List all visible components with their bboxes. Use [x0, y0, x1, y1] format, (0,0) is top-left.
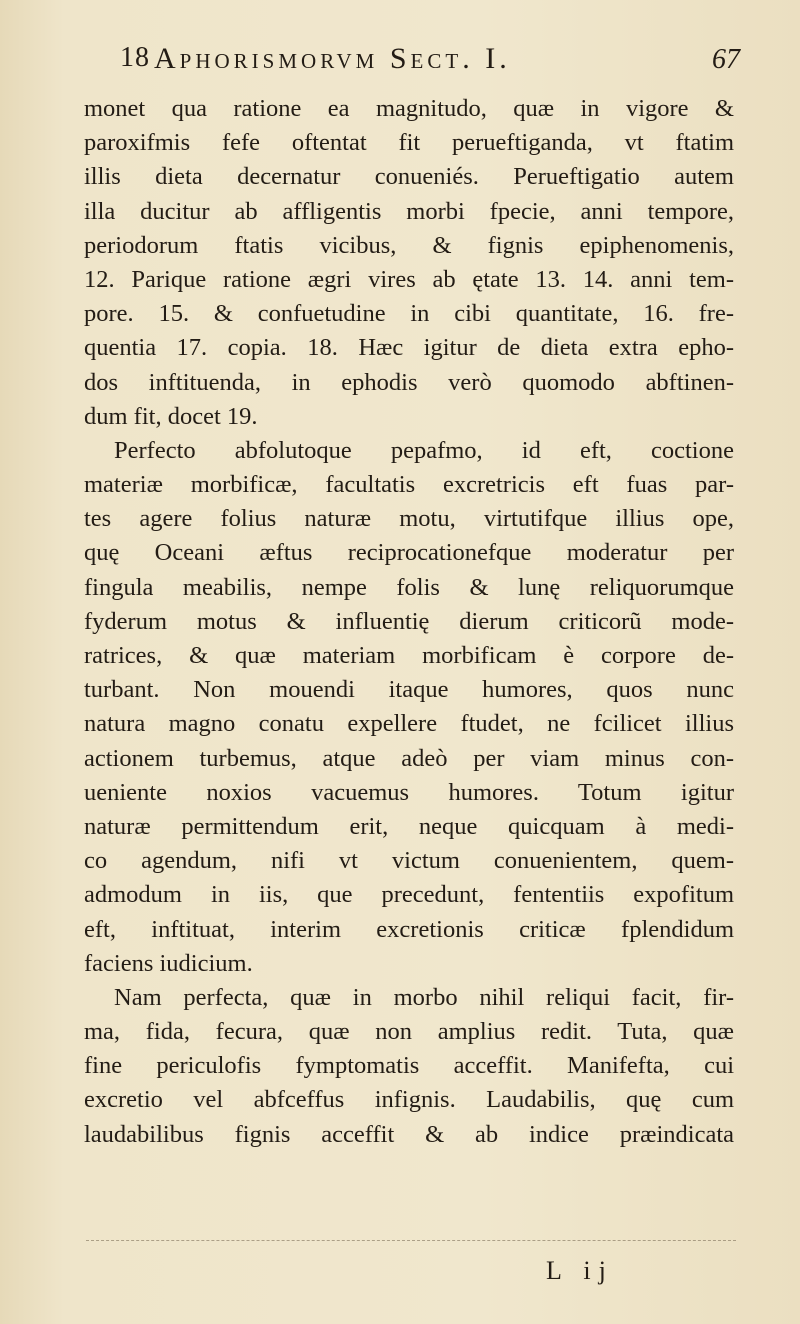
paragraph-start-line: Perfecto abfolutoque pepafmo, id eft, coctione [114, 436, 734, 464]
text-line: ueniente noxios vacuemus humores. Totum igitur [84, 778, 734, 806]
text-line: fyderum motus & influentię dierum criticorũ mode- [84, 607, 734, 635]
text-line: fine periculofis fymptomatis acceffit. Manifefta, cui [84, 1052, 734, 1080]
text-line: ma, fida, fecura, quæ non amplius redit. Tuta, quæ [84, 1018, 734, 1046]
text-line: tes agere folius naturæ motu, virtutifque illius ope, [84, 505, 734, 533]
text-line: co agendum, nifi vt victum conuenientem, quem- [84, 847, 734, 875]
paragraph-start-line: Nam perfecta, quæ in morbo nihil reliqui facit, fir- [114, 983, 734, 1011]
text-line: naturæ permittendum erit, neque quicquam à medi- [84, 812, 734, 840]
header-section-mark: 18 [120, 42, 150, 73]
text-line: ratrices, & quæ materiam morbificam è corpore de- [84, 642, 734, 669]
text-line: pore. 15. & confuetudine in cibi quantitate, 16. fre- [84, 300, 734, 328]
text-line: quentia 17. copia. 18. Hæc igitur de dieta extra epho- [84, 334, 734, 362]
main-text [84, 92, 734, 1152]
text-line: eft, inftituat, interim excretionis criticæ fplendidum [84, 915, 734, 943]
text-line: monet qua ratione ea magnitudo, quæ in vigore & [84, 95, 734, 122]
text-line: dum fit, docet 19. [84, 402, 258, 430]
header-title: Aphorismorvm Sect. I. [154, 42, 511, 75]
text-line: quę Oceani æftus reciprocationefque moderatur per [84, 539, 734, 567]
text-line: periodorum ftatis vicibus, & fignis epiphenomenis, [84, 231, 734, 259]
text-line: materiæ morbificæ, facultatis excretricis eft fuas par- [84, 471, 734, 499]
text-line: excretio vel abfceffus infignis. Laudabilis, quę cum [84, 1086, 734, 1114]
signature-mark: L ij [546, 1256, 614, 1285]
text-line: turbant. Non mouendi itaque humores, quos nunc [84, 676, 734, 704]
text-line: actionem turbemus, atque adeò per viam minus con- [84, 744, 734, 772]
text-line: laudabilibus fignis acceffit & ab indice præindicata [84, 1120, 734, 1148]
text-line: natura magno conatu expellere ftudet, ne fcilicet illius [84, 710, 734, 738]
text-line: faciens iudicium. [84, 949, 253, 977]
bottom-rule [86, 1240, 736, 1241]
text-line: paroxifmis fefe oftentat fit perueftiganda, vt ftatim [84, 129, 734, 157]
text-line: admodum in iis, que precedunt, fententiis expofitum [84, 881, 734, 909]
running-header [80, 42, 740, 82]
text-line: fingula meabilis, nempe folis & lunę reliquorumque [84, 573, 734, 601]
text-line: dos inftituenda, in ephodis verò quomodo abftinen- [84, 368, 734, 396]
text-line: illa ducitur ab affligentis morbi fpecie, anni tempore, [84, 197, 734, 225]
text-line: illis dieta decernatur conueniés. Perueftigatio autem [84, 163, 734, 191]
page-number: 67 [712, 44, 740, 75]
text-line: 12. Parique ratione ægri vires ab ętate 13. 14. anni tem- [84, 265, 734, 293]
